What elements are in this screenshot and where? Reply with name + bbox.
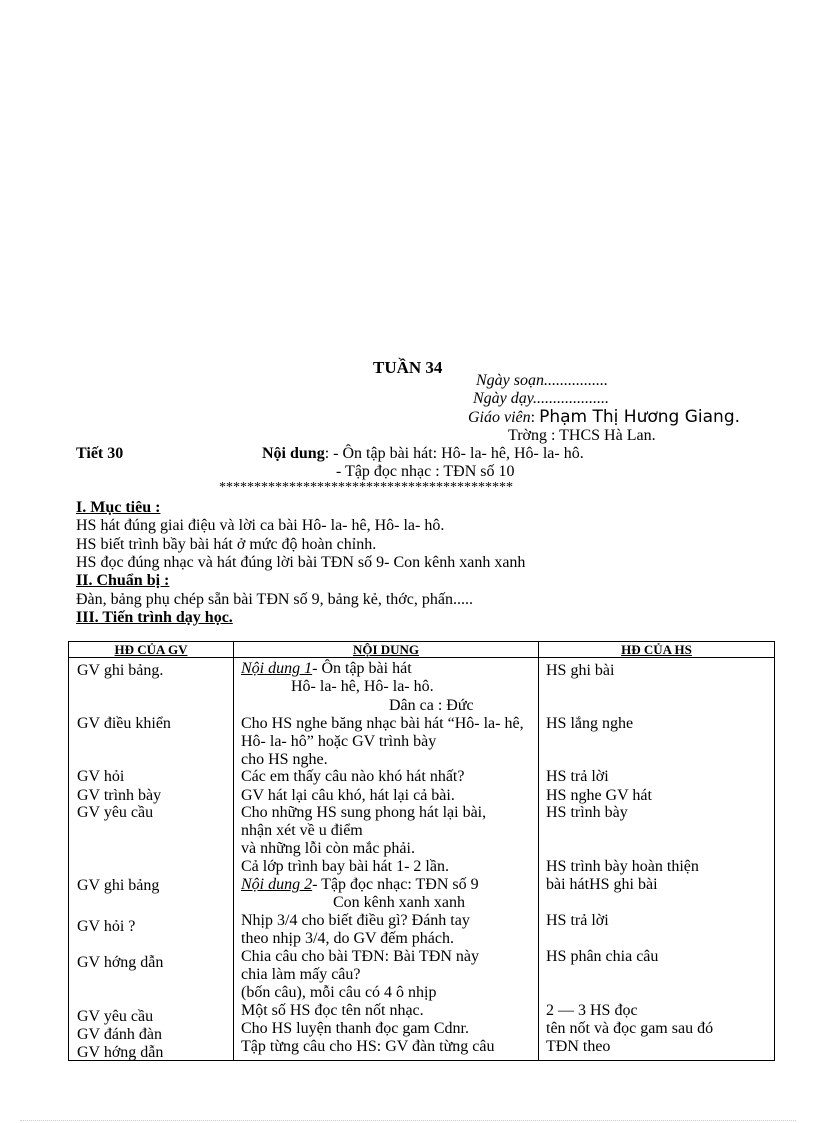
prep-date-label: Ngày soạn — [476, 372, 544, 389]
content-line-2: - Tập đọc nhạc : TĐN số 10 — [336, 463, 515, 480]
content-line: Hô- la- hô” hoặc GV trình bày — [241, 733, 437, 750]
student-activity: HS trả lời — [546, 768, 609, 785]
teacher-activity: GV hớng dẫn — [77, 1044, 164, 1061]
teacher-activity: GV trình bày — [77, 787, 162, 804]
star-divider: ****************************************** — [219, 480, 513, 495]
content-topic-1: : - Ôn tập bài hát: Hô- la- hê, Hô- la- hô. — [324, 445, 584, 462]
teacher-name: Phạm Thị Hương Giang. — [539, 407, 741, 427]
student-activity: bài hátHS ghi bài — [546, 876, 658, 893]
header-content: NỘI DUNG — [234, 642, 539, 658]
table-header-row — [69, 642, 775, 658]
content-line: Cho HS nghe băng nhạc bài hát “Hô- la- hê, — [241, 715, 524, 732]
objective-item: HS đọc đúng nhạc và hát đúng lời bài TĐN số 9- Con kênh xanh xanh — [76, 554, 526, 571]
student-activity: HS lắng nghe — [546, 715, 634, 732]
teacher-activity: GV hỏi ? — [77, 918, 136, 935]
period-label: Tiết 30 — [76, 445, 124, 462]
preparation-text: Đàn, bảng phụ chép sẵn bài TĐN số 9, bảng kẻ, thớc, phấn..... — [76, 591, 473, 608]
objective-item: HS hát đúng giai điệu và lời ca bài Hô- la- hê, Hô- la- hô. — [76, 517, 445, 534]
objective-item: HS biết trình bầy bài hát ở mức độ hoàn chỉnh. — [76, 536, 377, 553]
objectives-heading: I. Mục tiêu : — [76, 499, 161, 516]
content-line: cho HS nghe. — [241, 751, 328, 768]
student-activity: HS phân chia câu — [546, 948, 659, 965]
teacher-activity: GV điều khiển — [77, 715, 171, 732]
school-line: Trờng : THCS Hà Lan. — [508, 427, 656, 444]
content-line: và những lỗi còn mắc phải. — [241, 840, 415, 857]
content-part2-heading — [241, 877, 479, 893]
teacher-line — [468, 409, 740, 426]
student-activity: HS ghi bài — [546, 662, 615, 679]
teacher-column — [69, 658, 234, 1061]
teacher-activity: GV hỏi — [77, 768, 125, 785]
student-activity: HS trình bày hoàn thiện — [546, 858, 699, 875]
teach-date-line — [473, 391, 609, 407]
prep-date-line — [476, 373, 608, 389]
content-line: chia làm mấy câu? — [241, 966, 361, 983]
content-line: Một số HS đọc tên nốt nhạc. — [241, 1002, 424, 1019]
content-line: Cho những HS sung phong hát lại bài, — [241, 804, 487, 821]
content-label: Nội dung — [262, 445, 325, 462]
content-line: Cho HS luyện thanh đọc gam Cdnr. — [241, 1020, 469, 1037]
teacher-activity: GV ghi bảng. — [77, 662, 164, 679]
table-body-row — [69, 658, 775, 1061]
teacher-label: Giáo viên — [468, 409, 531, 426]
student-activity: HS nghe GV hát — [546, 787, 652, 804]
student-activity: tên nốt và đọc gam sau đó — [546, 1020, 714, 1037]
content-part1-heading — [241, 661, 412, 677]
content-line: Hô- la- hê, Hô- la- hô. — [291, 678, 434, 695]
week-title: TUẦN 34 — [373, 358, 443, 377]
teach-date-label: Ngày dạy — [473, 390, 533, 407]
student-activity: TĐN theo — [546, 1038, 611, 1055]
lesson-table — [68, 641, 775, 1061]
content-column — [234, 658, 539, 1061]
content-line: Chia câu cho bài TĐN: Bài TĐN này — [241, 948, 480, 965]
content-line: nhận xét về u điểm — [241, 822, 363, 839]
student-activity: 2 — 3 HS đọc — [546, 1002, 638, 1019]
content-line: theo nhịp 3/4, do GV đếm phách. — [241, 930, 455, 947]
student-activity: HS trình bày — [546, 804, 628, 821]
teach-date-dots: ................... — [533, 390, 609, 407]
teacher-activity: GV ghi bảng — [77, 877, 160, 894]
teacher-activity: GV đánh đàn — [77, 1026, 163, 1043]
content-part1-rest: - Ôn tập bài hát — [312, 660, 412, 677]
content-line: Tập từng câu cho HS: GV đàn từng câu — [241, 1038, 495, 1055]
content-line: (bốn câu), mỗi câu có 4 ô nhịp — [241, 984, 437, 1001]
content-line: Con kênh xanh xanh — [333, 894, 465, 911]
process-heading: III. Tiến trình dạy học. — [76, 609, 233, 626]
content-part1-label: Nội dung 1 — [241, 660, 313, 677]
page-bottom-divider — [20, 1120, 796, 1121]
teacher-colon: : — [530, 409, 540, 426]
content-line: Cả lớp trình bay bài hát 1- 2 lần. — [241, 858, 449, 875]
student-activity: HS trả lời — [546, 912, 609, 929]
content-line: Dân ca : Đức — [389, 697, 474, 714]
content-part2-label: Nội dung 2 — [241, 876, 313, 893]
teacher-activity: GV yêu cầu — [77, 804, 154, 821]
content-line-1 — [262, 446, 584, 462]
teacher-activity: GV hớng dẫn — [77, 954, 164, 971]
content-line: Nhịp 3/4 cho biết điều gì? Đánh tay — [241, 912, 470, 929]
teacher-activity: GV yêu cầu — [77, 1008, 154, 1025]
header-teacher: HĐ CỦA GV — [69, 642, 234, 658]
header-student: HĐ CỦA HS — [539, 642, 775, 658]
content-line: Các em thấy câu nào khó hát nhất? — [241, 768, 465, 785]
student-column — [539, 658, 775, 1061]
preparation-heading: II. Chuẩn bị : — [76, 572, 170, 589]
prep-date-dots: ................ — [544, 372, 608, 389]
content-part2-rest: - Tập đọc nhạc: TĐN số 9 — [312, 876, 479, 893]
content-line: GV hát lại câu khó, hát lại cả bài. — [241, 787, 455, 804]
